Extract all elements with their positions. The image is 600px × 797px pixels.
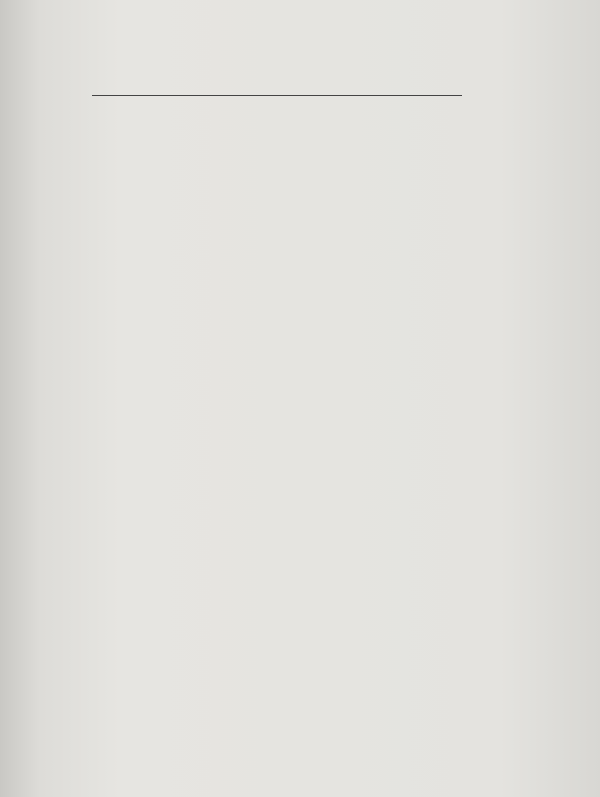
header-rule	[92, 95, 462, 96]
